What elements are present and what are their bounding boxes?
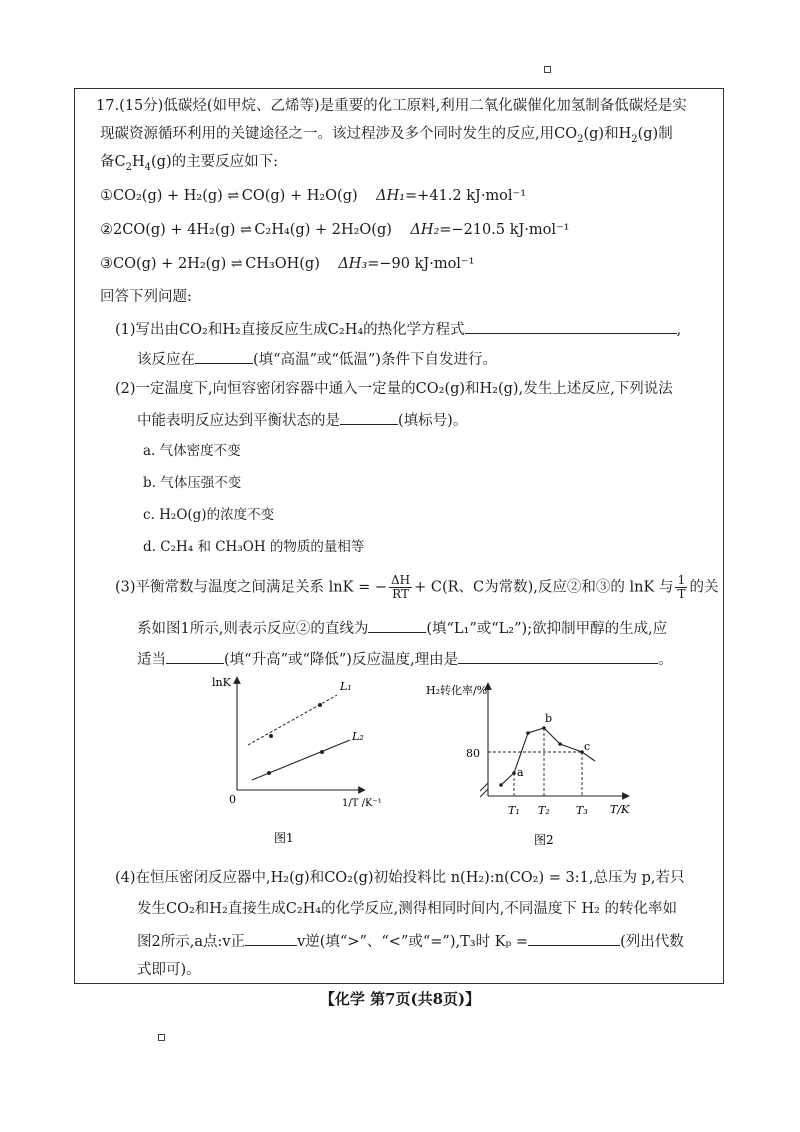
q4-line3: 图2所示,a点:v正 v逆(填“>”、“<”或“=”),T₃时 Kₚ = (列出代数 [137, 930, 684, 952]
q4-line2: 发生CO₂和H₂直接生成C₂H₄的化学反应,测得相同时间内,不同温度下 H₂ 的转化率如 [137, 901, 678, 917]
fraction-one-over-t: $\frac{1}{T}$ [677, 573, 686, 601]
fig1-caption: 图1 [274, 831, 294, 845]
fig2-ytick-80: 80 [466, 747, 480, 760]
fig2-xtick-t1: T₁ [508, 804, 520, 817]
q2-option-a: a. 气体密度不变 [143, 443, 241, 459]
figure-1-lnk-plot [212, 672, 382, 848]
q4-line4: 式即可)。 [137, 962, 201, 978]
answer-blank[interactable] [528, 930, 620, 946]
figure-2-h2-conversion-plot [408, 672, 648, 850]
curve-point [558, 742, 562, 746]
fig2-caption: 图2 [534, 833, 554, 847]
question-intro-line2: 现碳资源循环利用的关键途径之一。该过程涉及多个同时发生的反应,用$CO_2(g)$和$H_2(g)$制 [100, 126, 673, 145]
answer-blank[interactable] [340, 409, 398, 425]
answer-blank[interactable] [166, 648, 224, 664]
reaction-1: ①CO₂(g) + H₂(g) ⇌ CO(g) + H₂O(g) ΔH₁=+41.2 kJ·mol⁻¹ [100, 188, 527, 204]
fraction-dh-rt: $\frac{\Delta H}{RT}$ [390, 573, 411, 601]
q3-line1: (3)平衡常数与温度之间满足关系 lnK = − $\frac{\Delta H}{RT}$ + C(R、C为常数),反应②和③的 lnK 与 $\frac{1}{T}$ 的关 [115, 573, 719, 601]
q1-line1: (1)写出由CO₂和H₂直接反应生成C₂H₄的热化学方程式 , [115, 318, 681, 340]
corner-mark-top [544, 66, 551, 73]
fig2-label-a: a [517, 766, 524, 779]
q3-line3: 适当 (填“升高”或“降低”)反应温度,理由是 。 [137, 648, 673, 670]
answer-blank[interactable] [458, 648, 658, 664]
q2-line2: 中能表明反应达到平衡状态的是 (填标号)。 [137, 409, 467, 431]
fig2-ylabel: H₂转化率/% [426, 684, 488, 697]
fig2-label-c: c [584, 740, 591, 753]
fig1-xlabel: 1/T /K⁻¹ [342, 798, 382, 809]
reaction-3: ③CO(g) + 2H₂(g) ⇌ CH₃OH(g) ΔH₃=−90 kJ·mol⁻¹ [100, 256, 475, 272]
answer-blank[interactable] [195, 348, 253, 364]
corner-mark-bottom [158, 1034, 165, 1041]
equilibrium-arrow-icon: ⇌ [240, 222, 250, 238]
h2-conversion-curve [501, 728, 595, 785]
q2-option-b: b. 气体压强不变 [143, 475, 242, 491]
fig1-origin: 0 [229, 793, 236, 806]
answer-blank[interactable] [465, 318, 677, 334]
fig2-xtick-t2: T₂ [538, 804, 550, 817]
fig1-label-l2: L₂ [352, 730, 364, 743]
equilibrium-arrow-icon: ⇌ [230, 256, 241, 272]
question-intro-line1: 17.(15分)低碳烃(如甲烷、乙烯等)是重要的化工原料,利用二氧化碳催化加氢制备低碳烃是实 [96, 98, 687, 114]
fig2-xtick-t3: T₃ [576, 804, 588, 817]
fig2-xlabel: T/K [610, 803, 630, 816]
q4-line1: (4)在恒压密闭反应器中,H₂(g)和CO₂(g)初始投料比 n(H₂):n(CO₂) = 3:1,总压为 p,若只 [115, 870, 685, 886]
l1-point [269, 734, 273, 738]
l1-point [318, 703, 322, 707]
curve-point [499, 783, 503, 787]
answer-blank[interactable] [245, 930, 297, 946]
q2-line1: (2)一定温度下,向恒容密闭容器中通入一定量的CO₂(g)和H₂(g),发生上述反应,下列说法 [115, 381, 673, 397]
q3-line2: 系如图1所示,则表示反应②的直线为 (填“L₁”或“L₂”);欲抑制甲醇的生成,应 [137, 617, 667, 639]
line-l1 [248, 695, 337, 745]
q1-line2: 该反应在 (填“高温”或“低温”)条件下自发进行。 [137, 348, 497, 370]
l2-point [267, 771, 271, 775]
equilibrium-arrow-icon: ⇌ [227, 188, 238, 204]
question-intro-line3: 备$C_2H_4(g)$的主要反应如下: [100, 154, 278, 173]
fig1-ylabel: lnK [212, 676, 231, 689]
answer-prompt: 回答下列问题: [100, 289, 192, 305]
reaction-2: ②2CO(g) + 4H₂(g) ⇌ C₂H₄(g) + 2H₂O(g) ΔH₂=−210.5 kJ·mol⁻¹ [100, 222, 570, 238]
answer-blank[interactable] [368, 617, 426, 633]
q2-option-c: c. H₂O(g)的浓度不变 [143, 507, 275, 523]
line-l2 [252, 740, 350, 780]
fig1-label-l1: L₁ [340, 680, 352, 693]
curve-point [526, 731, 530, 735]
fig2-label-b: b [545, 712, 553, 725]
l2-point [320, 750, 324, 754]
q2-option-d: d. C₂H₄ 和 CH₃OH 的物质的量相等 [143, 539, 365, 555]
page-footer: 【化学 第7页(共8页)】 [319, 990, 481, 1008]
